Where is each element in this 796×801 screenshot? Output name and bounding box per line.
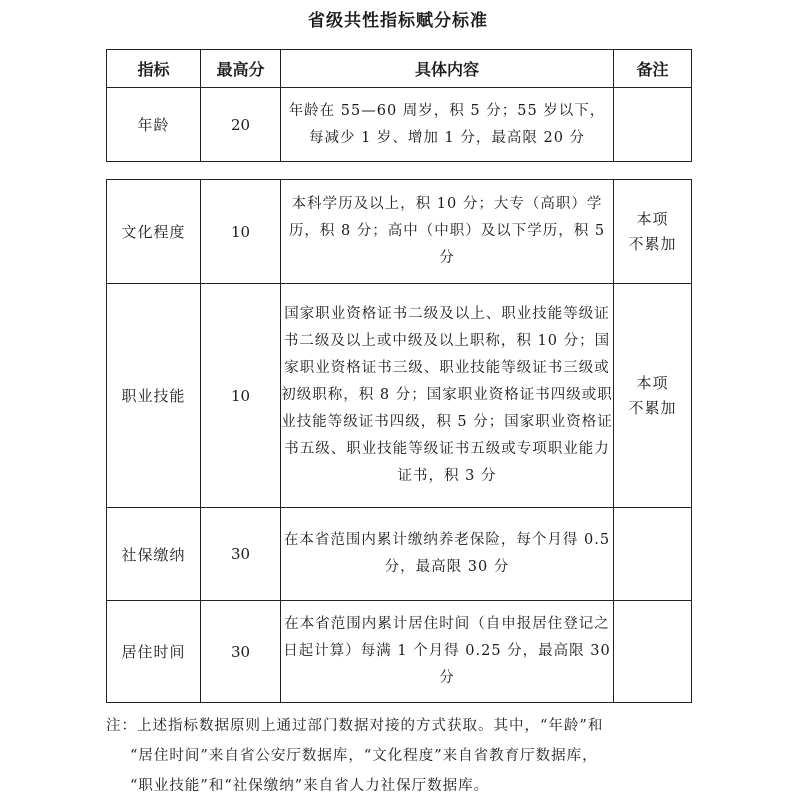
table-row-education (107, 180, 692, 284)
row-content: 在本省范围内累计缴纳养老保险，每个月得 0.5 分，最高限 30 分 (281, 508, 614, 601)
header-max-score: 最高分 (201, 50, 281, 88)
row-note (614, 284, 692, 508)
score-table-header-section (106, 49, 692, 162)
header-indicator: 指标 (107, 50, 201, 88)
row-max-score: 10 (201, 284, 281, 508)
header-note: 备注 (614, 50, 692, 88)
row-indicator: 职业技能 (107, 284, 201, 508)
row-content: 国家职业资格证书二级及以上、职业技能等级证书二级及以上或中级及以上职称，积 10 分；国家职业资格证书三级、职业技能等级证书三级或初级职称，积 8 分；国家职业资格证书四级或职业技能等级证书四级，积 5 分；国家职业资格证书五级、职业技能等级证书五级或专项职业能力证书，积 3 分 (281, 284, 614, 508)
note-line: 本项 (636, 373, 669, 392)
page-title: 省级共性指标赋分标准 (308, 11, 488, 31)
table-row-social-security (107, 508, 692, 601)
row-content: 本科学历及以上，积 10 分；大专（高职）学历，积 8 分；高中（中职）及以下学历，积 5 分 (281, 180, 614, 284)
footnote (106, 711, 692, 801)
row-note (614, 508, 692, 601)
score-table-body-section (106, 179, 692, 703)
row-max-score: 30 (201, 601, 281, 703)
footnote-line: “职业技能”和“社保缴纳”来自省人力社保厅数据库。 (130, 778, 490, 794)
row-note (614, 601, 692, 703)
note-line: 本项 (636, 209, 669, 228)
row-content: 在本省范围内累计居住时间（自申报居住登记之日起计算）每满 1 个月得 0.25 分，最高限 30 分 (281, 601, 614, 703)
footnote-line: “居住时间”来自省公安厅数据库，“文化程度”来自省教育厅数据库， (130, 748, 598, 764)
row-indicator: 年龄 (107, 88, 201, 162)
note-line: 不累加 (628, 234, 677, 253)
row-note (614, 180, 692, 284)
table-row-age (107, 88, 692, 162)
table-header-row (107, 50, 692, 88)
table-row-residence (107, 601, 692, 703)
row-max-score: 20 (201, 88, 281, 162)
row-max-score: 30 (201, 508, 281, 601)
row-indicator: 居住时间 (107, 601, 201, 703)
row-max-score: 10 (201, 180, 281, 284)
row-indicator: 文化程度 (107, 180, 201, 284)
note-line: 不累加 (628, 398, 677, 417)
row-note (614, 88, 692, 162)
table-row-skills (107, 284, 692, 508)
row-indicator: 社保缴纳 (107, 508, 201, 601)
footnote-line: 注：上述指标数据原则上通过部门数据对接的方式获取。其中，“年龄”和 (106, 718, 604, 734)
row-content: 年龄在 55—60 周岁，积 5 分；55 岁以下，每减少 1 岁、增加 1 分，最高限 20 分 (281, 88, 614, 162)
header-content: 具体内容 (281, 50, 614, 88)
